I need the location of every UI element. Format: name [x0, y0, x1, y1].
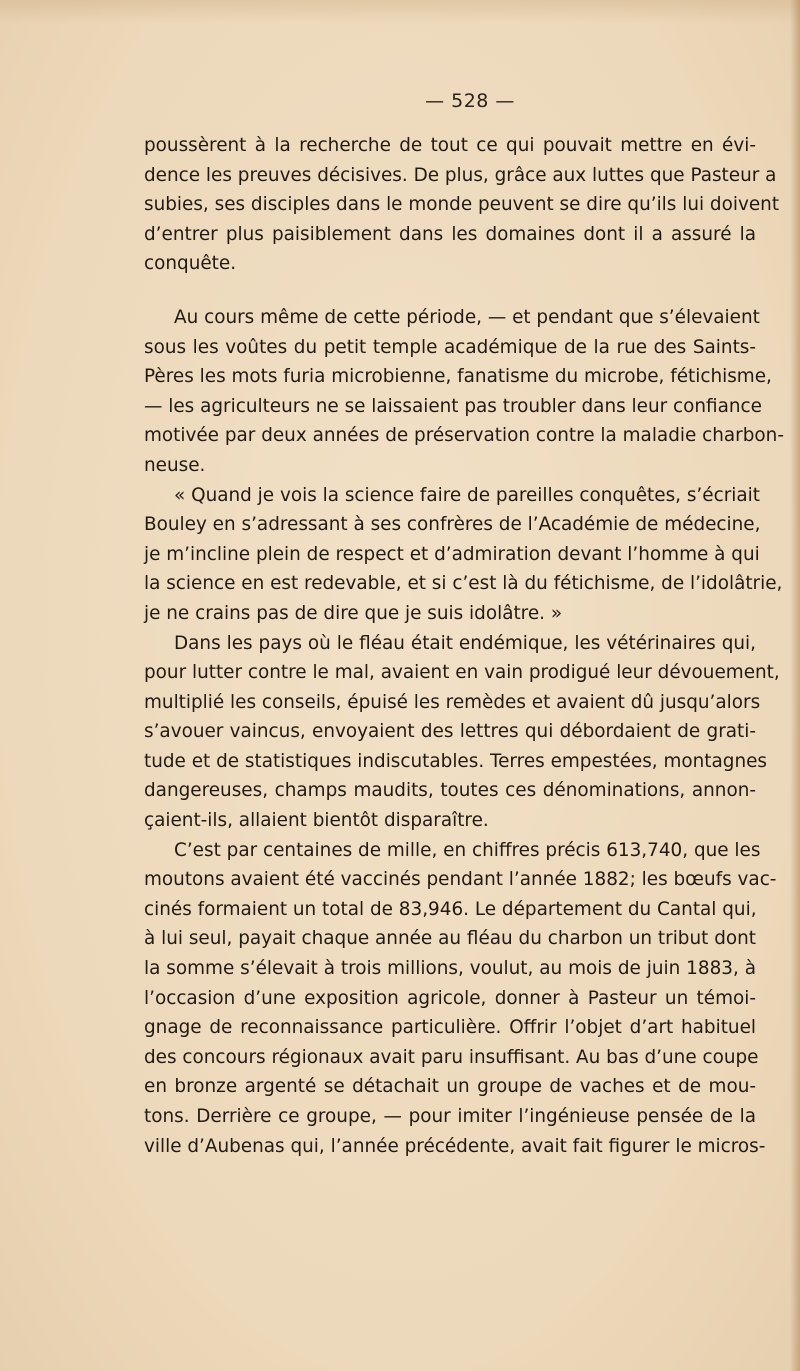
text-line: à lui seul, payait chaque année au fléau du charbon un tribut dont [144, 928, 756, 950]
text-line: des concours régionaux avait paru insuffisant. Au bas d’une coupe [144, 1046, 759, 1068]
text-line: tude et de statistiques indiscutables. Terres empestées, montagnes [144, 750, 768, 772]
text-line: la somme s’élevait à trois millions, voulut, au mois de juin 1883, à [144, 958, 756, 980]
paragraph-gap [144, 279, 756, 303]
text-line: cinés formaient un total de 83,946. Le département du Cantal qui, [144, 898, 757, 920]
text-line: çaient-ils, allaient bientôt disparaître. [144, 810, 489, 832]
text-line: je m’incline plein de respect et d’admiration devant l’homme à qui [144, 543, 760, 565]
text-line: neuse. [144, 454, 206, 476]
paragraph [144, 303, 784, 481]
page-number: — 528 — [425, 90, 515, 112]
text-line: moutons avaient été vaccinés pendant l’année 1882; les bœufs vac- [144, 869, 777, 891]
text-line: C’est par centaines de mille, en chiffres précis 613,740, que les [174, 839, 761, 861]
text-line: « Quand je vois la science faire de pareilles conquêtes, s’écriait [174, 484, 760, 506]
text-line: Bouley en s’adressant à ses confrères de l’Académie de médecine, [144, 514, 761, 536]
text-line: d’entrer plus paisiblement dans les domaines dont il a assuré la [144, 223, 756, 245]
text-line: poussèrent à la recherche de tout ce qui pouvait mettre en évi- [144, 135, 756, 156]
text-line: je ne crains pas de dire que je suis idolâtre. » [144, 602, 563, 624]
page-top-shadow [0, 0, 800, 24]
text-line: conquête. [144, 253, 237, 275]
text-line: dangereuses, champs maudits, toutes ces dénominations, annon- [144, 780, 756, 802]
page-right-edge-shadow [790, 0, 800, 1371]
text-line: gnage de reconnaissance particulière. Offrir l’objet d’art habituel [144, 1017, 756, 1039]
paragraph [144, 629, 780, 836]
text-line: s’avouer vaincus, envoyaient des lettres qui débordaient de grati- [144, 721, 756, 743]
paragraph [144, 131, 780, 279]
text-line: tons. Derrière ce groupe, — pour imiter l’ingénieuse pensée de la [144, 1106, 756, 1127]
text-line: pour lutter contre le mal, avaient en vain prodigué leur dévouement, [144, 662, 780, 684]
paragraph [144, 481, 783, 629]
body-text [144, 131, 784, 1161]
text-line: l’occasion d’une exposition agricole, donner à Pasteur un témoi- [144, 987, 756, 1009]
text-line: ville d’Aubenas qui, l’année précédente, avait fait figurer le micros- [144, 1135, 766, 1157]
paragraph [144, 836, 777, 1162]
text-line: Pères les mots furia microbienne, fanatisme du microbe, fétichisme, [144, 366, 772, 388]
text-line: subies, ses disciples dans le monde peuvent se dire qu’ils lui doivent [144, 194, 780, 216]
text-line: la science en est redevable, et si c’est là du fétichisme, de l’idolâtrie, [144, 573, 783, 595]
text-line: Au cours même de cette période, — et pendant que s’élevaient [174, 306, 760, 328]
text-line: dence les preuves décisives. De plus, grâce aux luttes que Pasteur a [144, 164, 777, 186]
text-line: multiplié les conseils, épuisé les remèdes et avaient dû jusqu’alors [144, 691, 761, 713]
text-line: Dans les pays où le fléau était endémique, les vétérinaires qui, [174, 632, 756, 654]
text-line: en bronze argenté se détachait un groupe de vaches et de mou- [144, 1076, 756, 1098]
text-line: — les agriculteurs ne se laissaient pas troubler dans leur confiance [144, 395, 762, 417]
text-line: motivée par deux années de préservation contre la maladie charbon- [144, 425, 784, 447]
text-line: sous les voûtes du petit temple académique de la rue des Saints- [144, 336, 756, 358]
